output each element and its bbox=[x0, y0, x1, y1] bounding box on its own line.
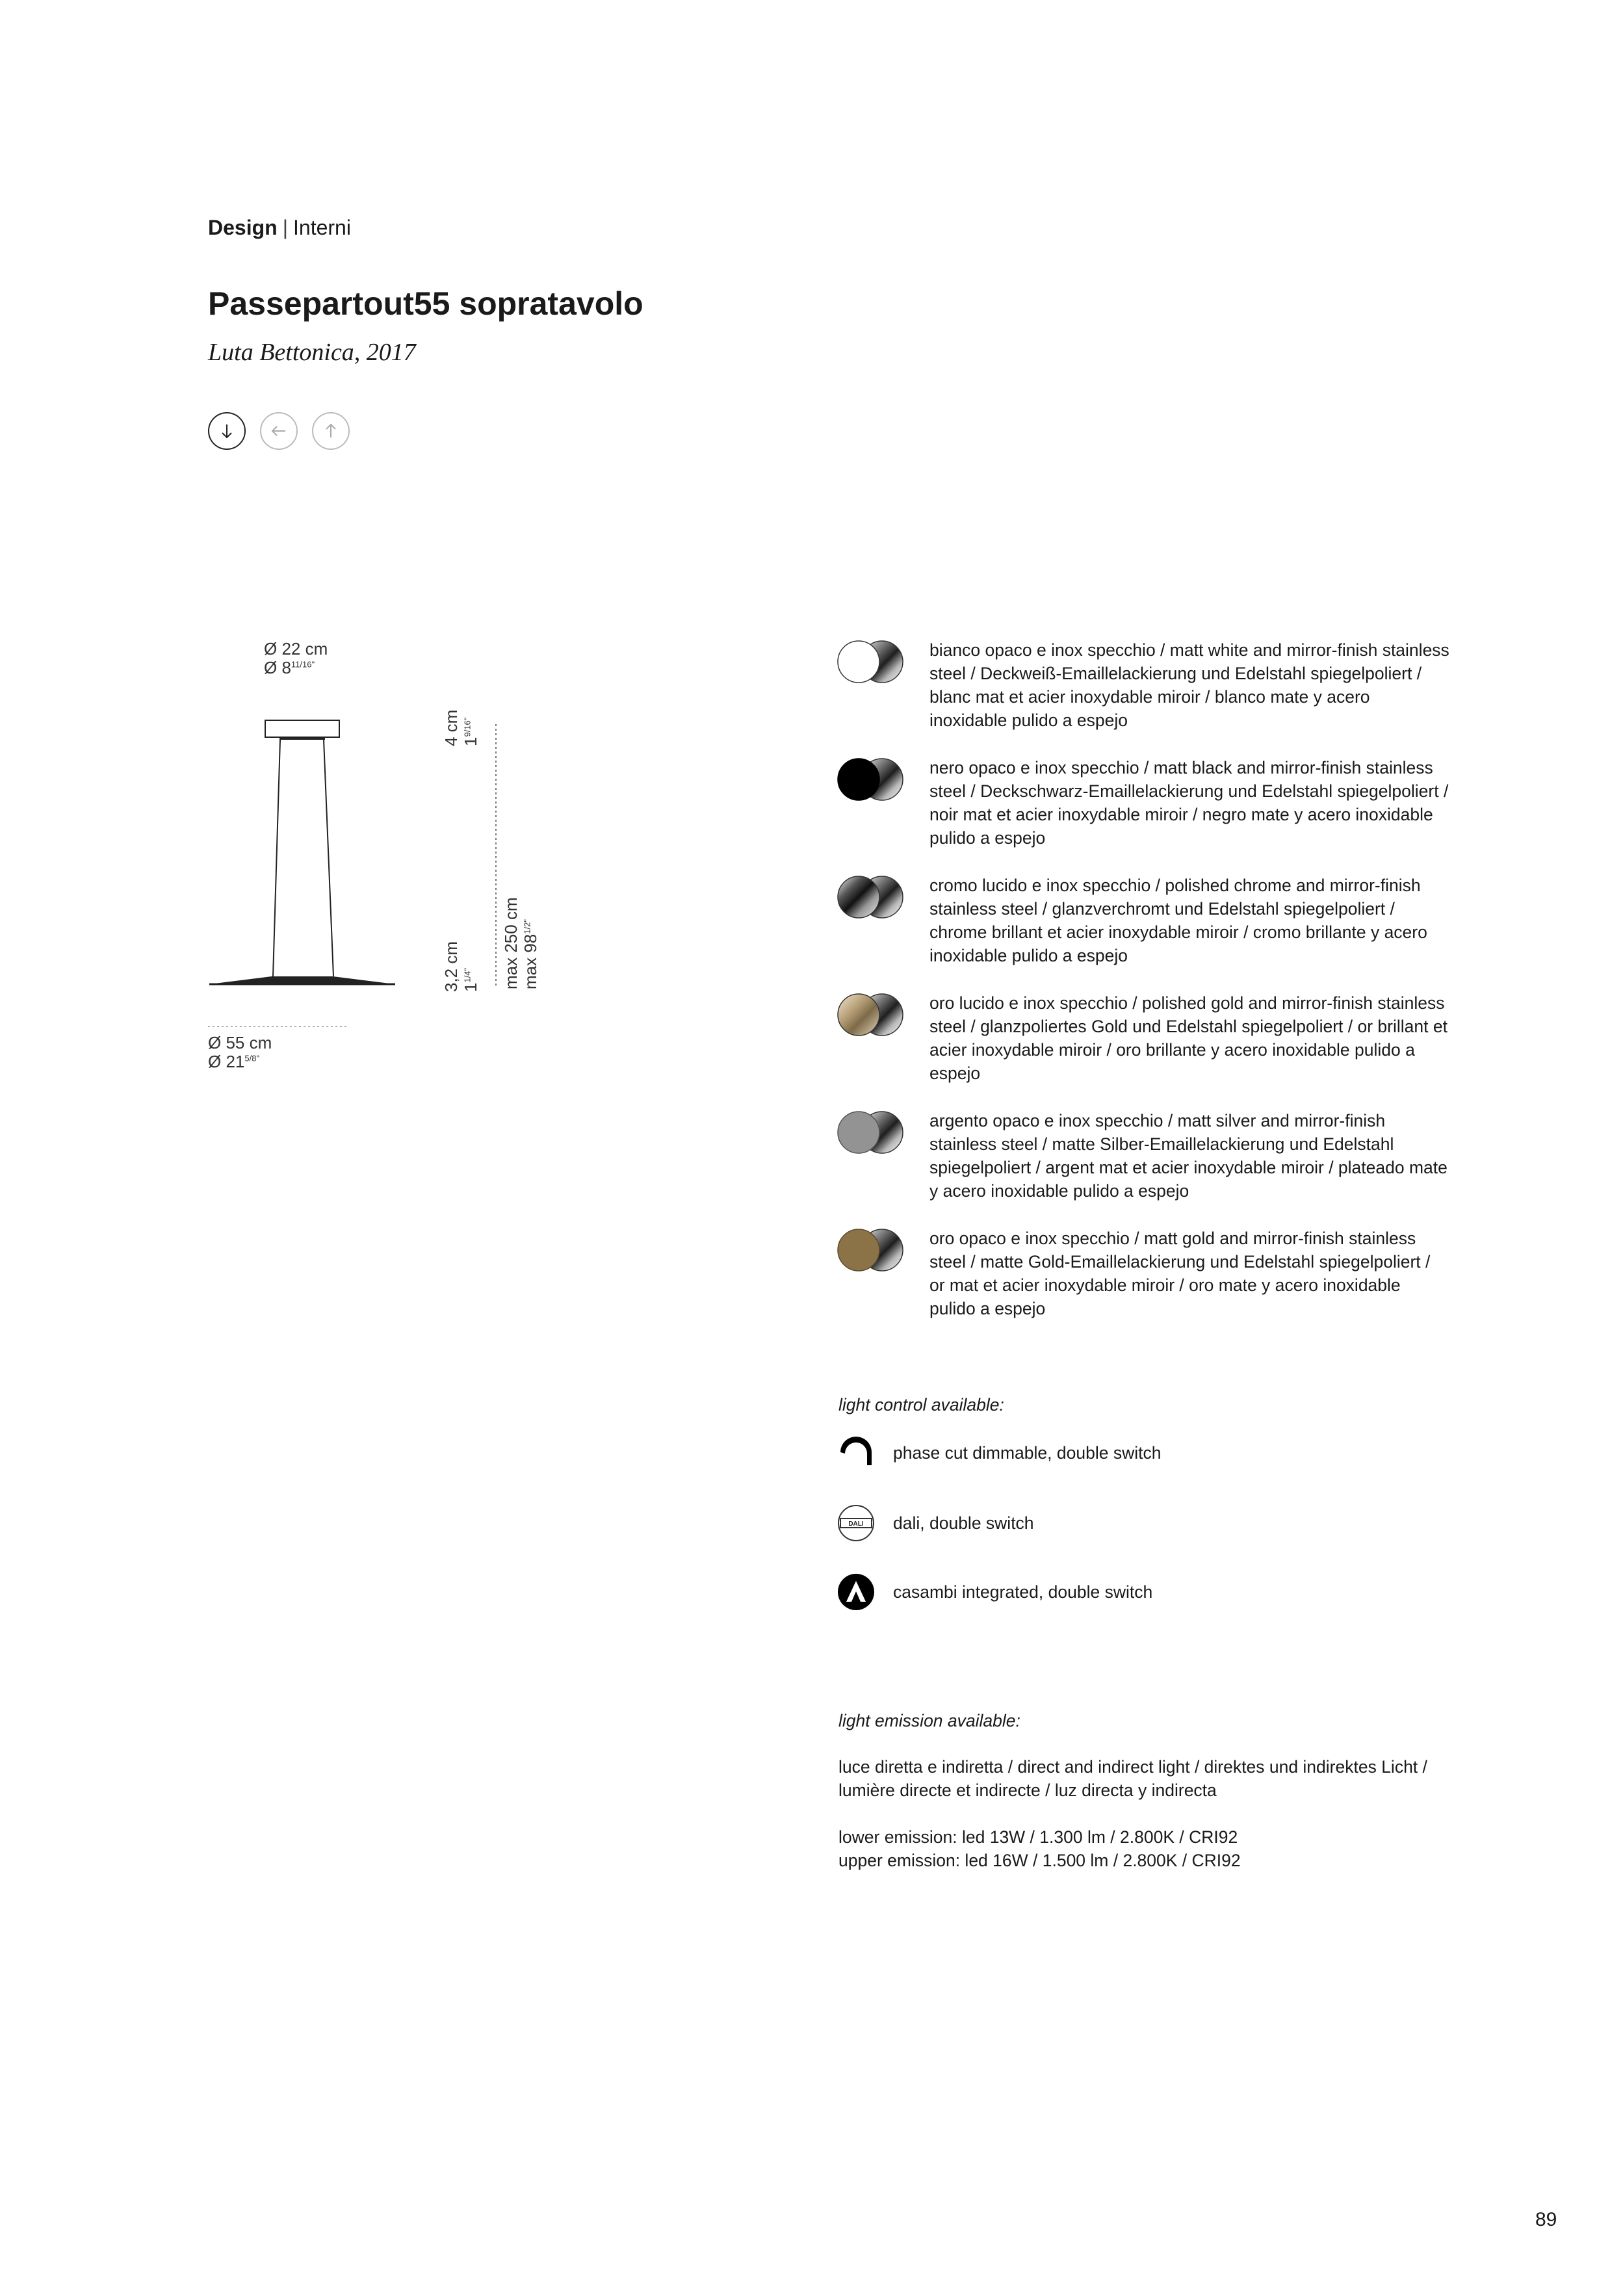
control-label: phase cut dimmable, double switch bbox=[893, 1442, 1162, 1463]
breadcrumb bbox=[208, 216, 351, 240]
canopy-height-cm: 4 cm bbox=[441, 709, 461, 746]
cable-left bbox=[273, 740, 280, 976]
finish-swatch-matt-gold-icon bbox=[835, 1227, 907, 1273]
designer-credit: Luta Bettonica, 2017 bbox=[208, 339, 416, 366]
subcategory-label: Interni bbox=[293, 216, 351, 239]
phase-cut-icon bbox=[837, 1434, 875, 1472]
bottom-diameter-in: Ø $21^{5/8"}$ bbox=[208, 1052, 260, 1071]
finish-swatch-chrome-icon bbox=[835, 874, 907, 920]
arrow-down-button[interactable] bbox=[208, 412, 246, 450]
finish-description: argento opaco e inox specchio / matt silver and mirror-finish stainless steel / matte Silber-Emaillelackierung und Edelstahl spiegelpoliert / argent mat et acier inoxydable miroir / plateado mate y acero inoxidable pulido a espejo bbox=[929, 1111, 1448, 1201]
arrow-left-icon bbox=[270, 422, 288, 440]
light-emission-heading: light emission available: bbox=[838, 1711, 1020, 1730]
cable-right bbox=[324, 740, 333, 976]
finish-swatch-black-icon bbox=[835, 756, 907, 803]
svg-text:DALI: DALI bbox=[848, 1520, 864, 1528]
canopy-base bbox=[279, 737, 325, 740]
arrow-left-button[interactable] bbox=[260, 412, 298, 450]
arrow-down-icon bbox=[218, 422, 236, 440]
finish-option bbox=[835, 1227, 1449, 1320]
max-height-cm: max 250 cm bbox=[501, 897, 521, 989]
arrow-up-button[interactable] bbox=[312, 412, 350, 450]
finish-option bbox=[835, 874, 1449, 967]
finish-option bbox=[835, 756, 1449, 850]
finish-option bbox=[835, 638, 1449, 732]
nav-buttons bbox=[208, 412, 350, 450]
finish-description: oro opaco e inox specchio / matt gold and mirror-finish stainless steel / matte Gold-Emaillelackierung und Edelstahl spiegelpoliert / or mat et acier inoxydable miroir / oro mate y acero inoxidable pulido a espejo bbox=[929, 1229, 1431, 1318]
max-height-in: $\max 98^{1/2"}$ bbox=[521, 919, 540, 989]
product-title: Passepartout55 sopratavolo bbox=[208, 285, 643, 322]
upper-emission: upper emission: led 16W / 1.500 lm / 2.800K / CRI92 bbox=[838, 1851, 1241, 1870]
control-option bbox=[837, 1504, 1034, 1542]
finish-description: bianco opaco e inox specchio / matt white and mirror-finish stainless steel / Deckweiß-Emaillelackierung und Edelstahl spiegelpoliert / blanc mat et acier inoxydable miroir / blanco mate y acero inoxidable pulido a espejo bbox=[929, 640, 1449, 730]
finish-description: oro lucido e inox specchio / polished gold and mirror-finish stainless steel / glanzpoliertes Gold und Edelstahl spiegelpoliert / or brillant et acier inoxydable miroir / oro brillante y acero inoxidable pulido a espejo bbox=[929, 993, 1448, 1083]
control-option bbox=[837, 1434, 1161, 1472]
control-label: casambi integrated, double switch bbox=[893, 1582, 1153, 1602]
top-diameter-cm: Ø 22 cm bbox=[264, 639, 328, 659]
emission-description: luce diretta e indiretta / direct and indirect light / direktes und indirektes Licht / lumière directe et indirecte / luz directa y indirecta bbox=[838, 1757, 1427, 1800]
page-number: 89 bbox=[1535, 2209, 1557, 2230]
casambi-icon bbox=[837, 1573, 875, 1611]
shade bbox=[209, 976, 395, 984]
shade-height-cm: 3,2 cm bbox=[441, 941, 461, 992]
finish-description: cromo lucido e inox specchio / polished chrome and mirror-finish stainless steel / glanzverchromt und Edelstahl spiegelpoliert / chrome brillant et acier inoxydable miroir / cromo brillante y acero inoxidable pulido a espejo bbox=[929, 876, 1427, 965]
top-diameter-in: Ø $8^{11/16"}$ bbox=[264, 658, 315, 677]
canopy-height-in: $1^{9/16"}$ bbox=[461, 717, 480, 746]
control-option bbox=[837, 1573, 1152, 1611]
control-label: dali, double switch bbox=[893, 1513, 1034, 1533]
finish-description: nero opaco e inox specchio / matt black and mirror-finish stainless steel / Deckschwarz-Emaillelackierung und Edelstahl spiegelpoliert / noir mat et acier inoxydable miroir / negro mate y acero inoxidable pulido a espejo bbox=[929, 758, 1449, 848]
bottom-diameter-cm: Ø 55 cm bbox=[208, 1033, 272, 1052]
shade-height-in: $1^{1/4"}$ bbox=[461, 967, 480, 992]
breadcrumb-separator: | bbox=[282, 216, 288, 239]
finish-swatch-matt-silver-icon bbox=[835, 1109, 907, 1156]
finish-swatch-polished-gold-icon bbox=[835, 991, 907, 1038]
canopy bbox=[265, 720, 339, 737]
finish-swatch-white-icon bbox=[835, 638, 907, 685]
dali-icon bbox=[837, 1504, 875, 1542]
category-label: Design bbox=[208, 216, 278, 239]
light-control-heading: light control available: bbox=[838, 1395, 1004, 1415]
arrow-up-icon bbox=[322, 422, 340, 440]
finish-option bbox=[835, 1109, 1449, 1203]
finish-option bbox=[835, 991, 1449, 1085]
lower-emission: lower emission: led 13W / 1.300 lm / 2.800K / CRI92 bbox=[838, 1827, 1238, 1847]
